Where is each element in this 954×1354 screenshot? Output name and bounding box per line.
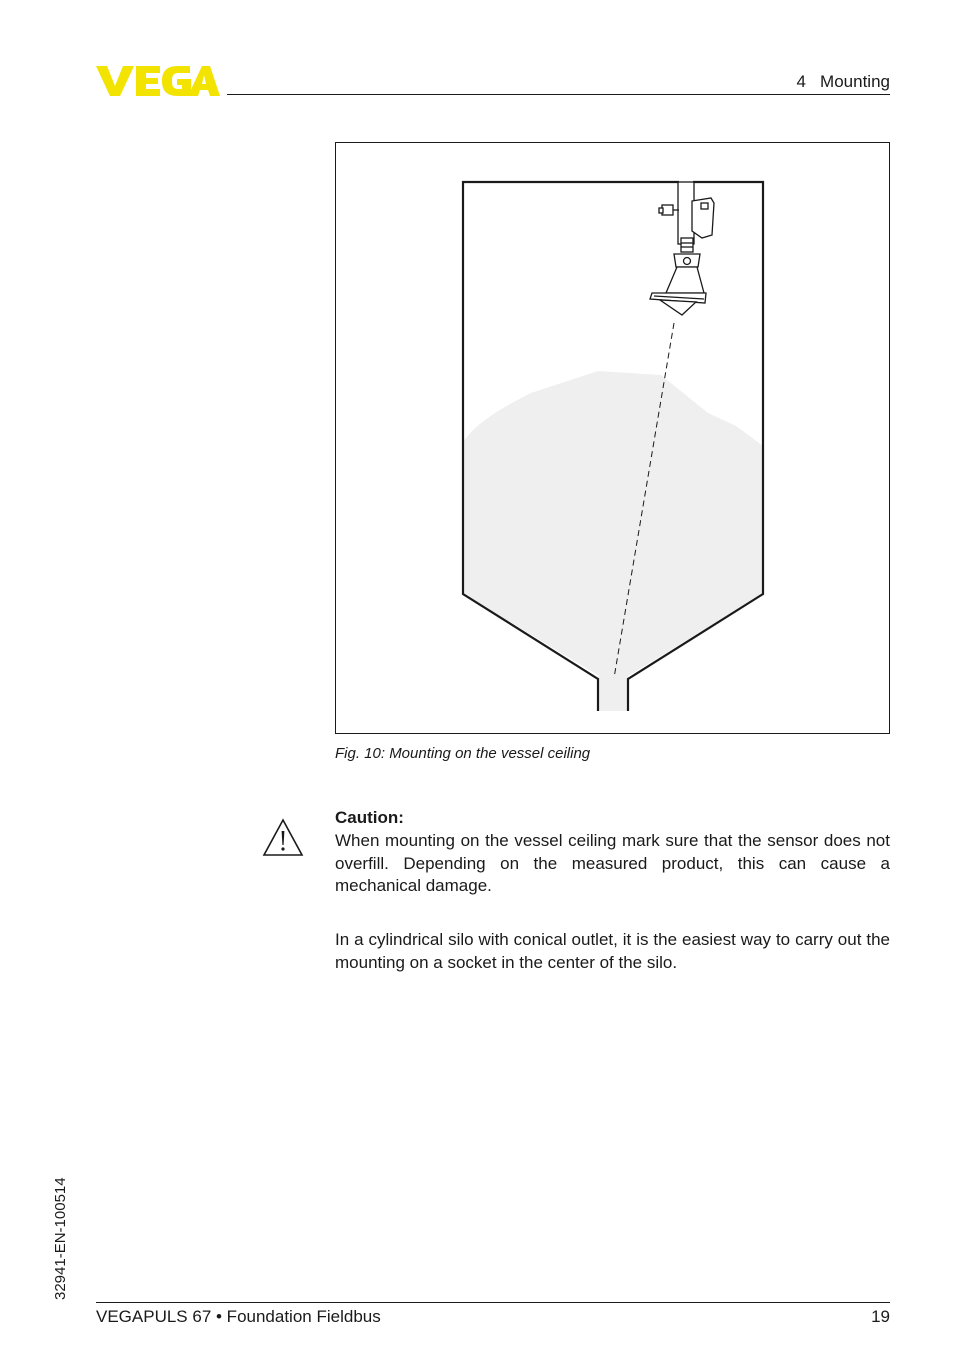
radar-sensor-icon bbox=[650, 182, 714, 315]
figure-frame bbox=[335, 142, 890, 734]
caution-title: Caution: bbox=[335, 808, 404, 827]
section-title: 4 Mounting bbox=[796, 72, 890, 91]
document-id: 32941-EN-100514 bbox=[52, 1177, 69, 1300]
body-paragraph: In a cylindrical silo with conical outlet, it is the easiest way to carry out the mounting on a socket in the center of the silo. bbox=[335, 930, 890, 972]
footer-rule bbox=[96, 1302, 890, 1303]
page-number: 19 bbox=[871, 1307, 890, 1326]
header-rule bbox=[227, 94, 890, 95]
bulk-product bbox=[464, 371, 763, 711]
caution-text: When mounting on the vessel ceiling mark sure that the sensor does not overfill. Depending on the measured product, this can cause a mechanical damage. bbox=[335, 831, 890, 895]
footer-product: VEGAPULS 67 • Foundation Fieldbus bbox=[96, 1307, 381, 1326]
vega-logo bbox=[96, 64, 220, 98]
figure-caption: Fig. 10: Mounting on the vessel ceiling bbox=[335, 745, 591, 762]
silo-diagram bbox=[336, 143, 889, 733]
warning-triangle-icon bbox=[262, 818, 304, 858]
